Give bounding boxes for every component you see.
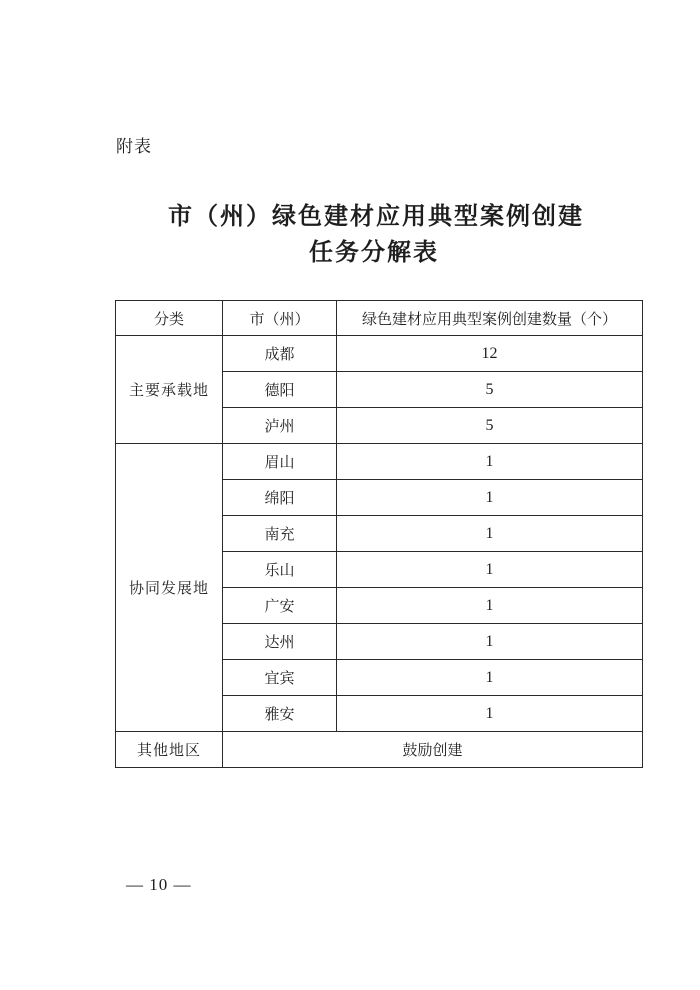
count-cell: 1 — [337, 696, 643, 732]
category-cell: 其他地区 — [116, 732, 223, 768]
city-cell: 绵阳 — [223, 480, 337, 516]
count-cell: 1 — [337, 660, 643, 696]
table-row — [116, 444, 643, 480]
count-cell: 1 — [337, 480, 643, 516]
count-cell: 1 — [337, 516, 643, 552]
header-category: 分类 — [116, 301, 223, 336]
header-count: 绿色建材应用典型案例创建数量（个） — [337, 301, 643, 336]
city-cell: 泸州 — [223, 408, 337, 444]
page-number: — 10 — — [126, 875, 192, 894]
city-cell: 宜宾 — [223, 660, 337, 696]
category-cell: 主要承载地 — [116, 336, 223, 444]
count-cell: 5 — [337, 408, 643, 444]
city-cell: 德阳 — [223, 372, 337, 408]
other-note-cell: 鼓励创建 — [223, 732, 643, 768]
task-breakdown-table — [115, 300, 643, 768]
appendix-label: 附表 — [116, 137, 152, 157]
city-cell: 达州 — [223, 624, 337, 660]
table-header-row — [116, 301, 643, 336]
category-cell: 协同发展地 — [116, 444, 223, 732]
document-title-line-2: 任务分解表 — [309, 237, 439, 266]
document-title-line-1: 市（州）绿色建材应用典型案例创建 — [168, 201, 584, 230]
count-cell: 1 — [337, 552, 643, 588]
city-cell: 眉山 — [223, 444, 337, 480]
count-cell: 5 — [337, 372, 643, 408]
table-row — [116, 336, 643, 372]
city-cell: 南充 — [223, 516, 337, 552]
city-cell: 乐山 — [223, 552, 337, 588]
city-cell: 雅安 — [223, 696, 337, 732]
header-city: 市（州） — [223, 301, 337, 336]
count-cell: 1 — [337, 588, 643, 624]
city-cell: 广安 — [223, 588, 337, 624]
count-cell: 1 — [337, 624, 643, 660]
city-cell: 成都 — [223, 336, 337, 372]
count-cell: 1 — [337, 444, 643, 480]
count-cell: 12 — [337, 336, 643, 372]
table-row — [116, 732, 643, 768]
